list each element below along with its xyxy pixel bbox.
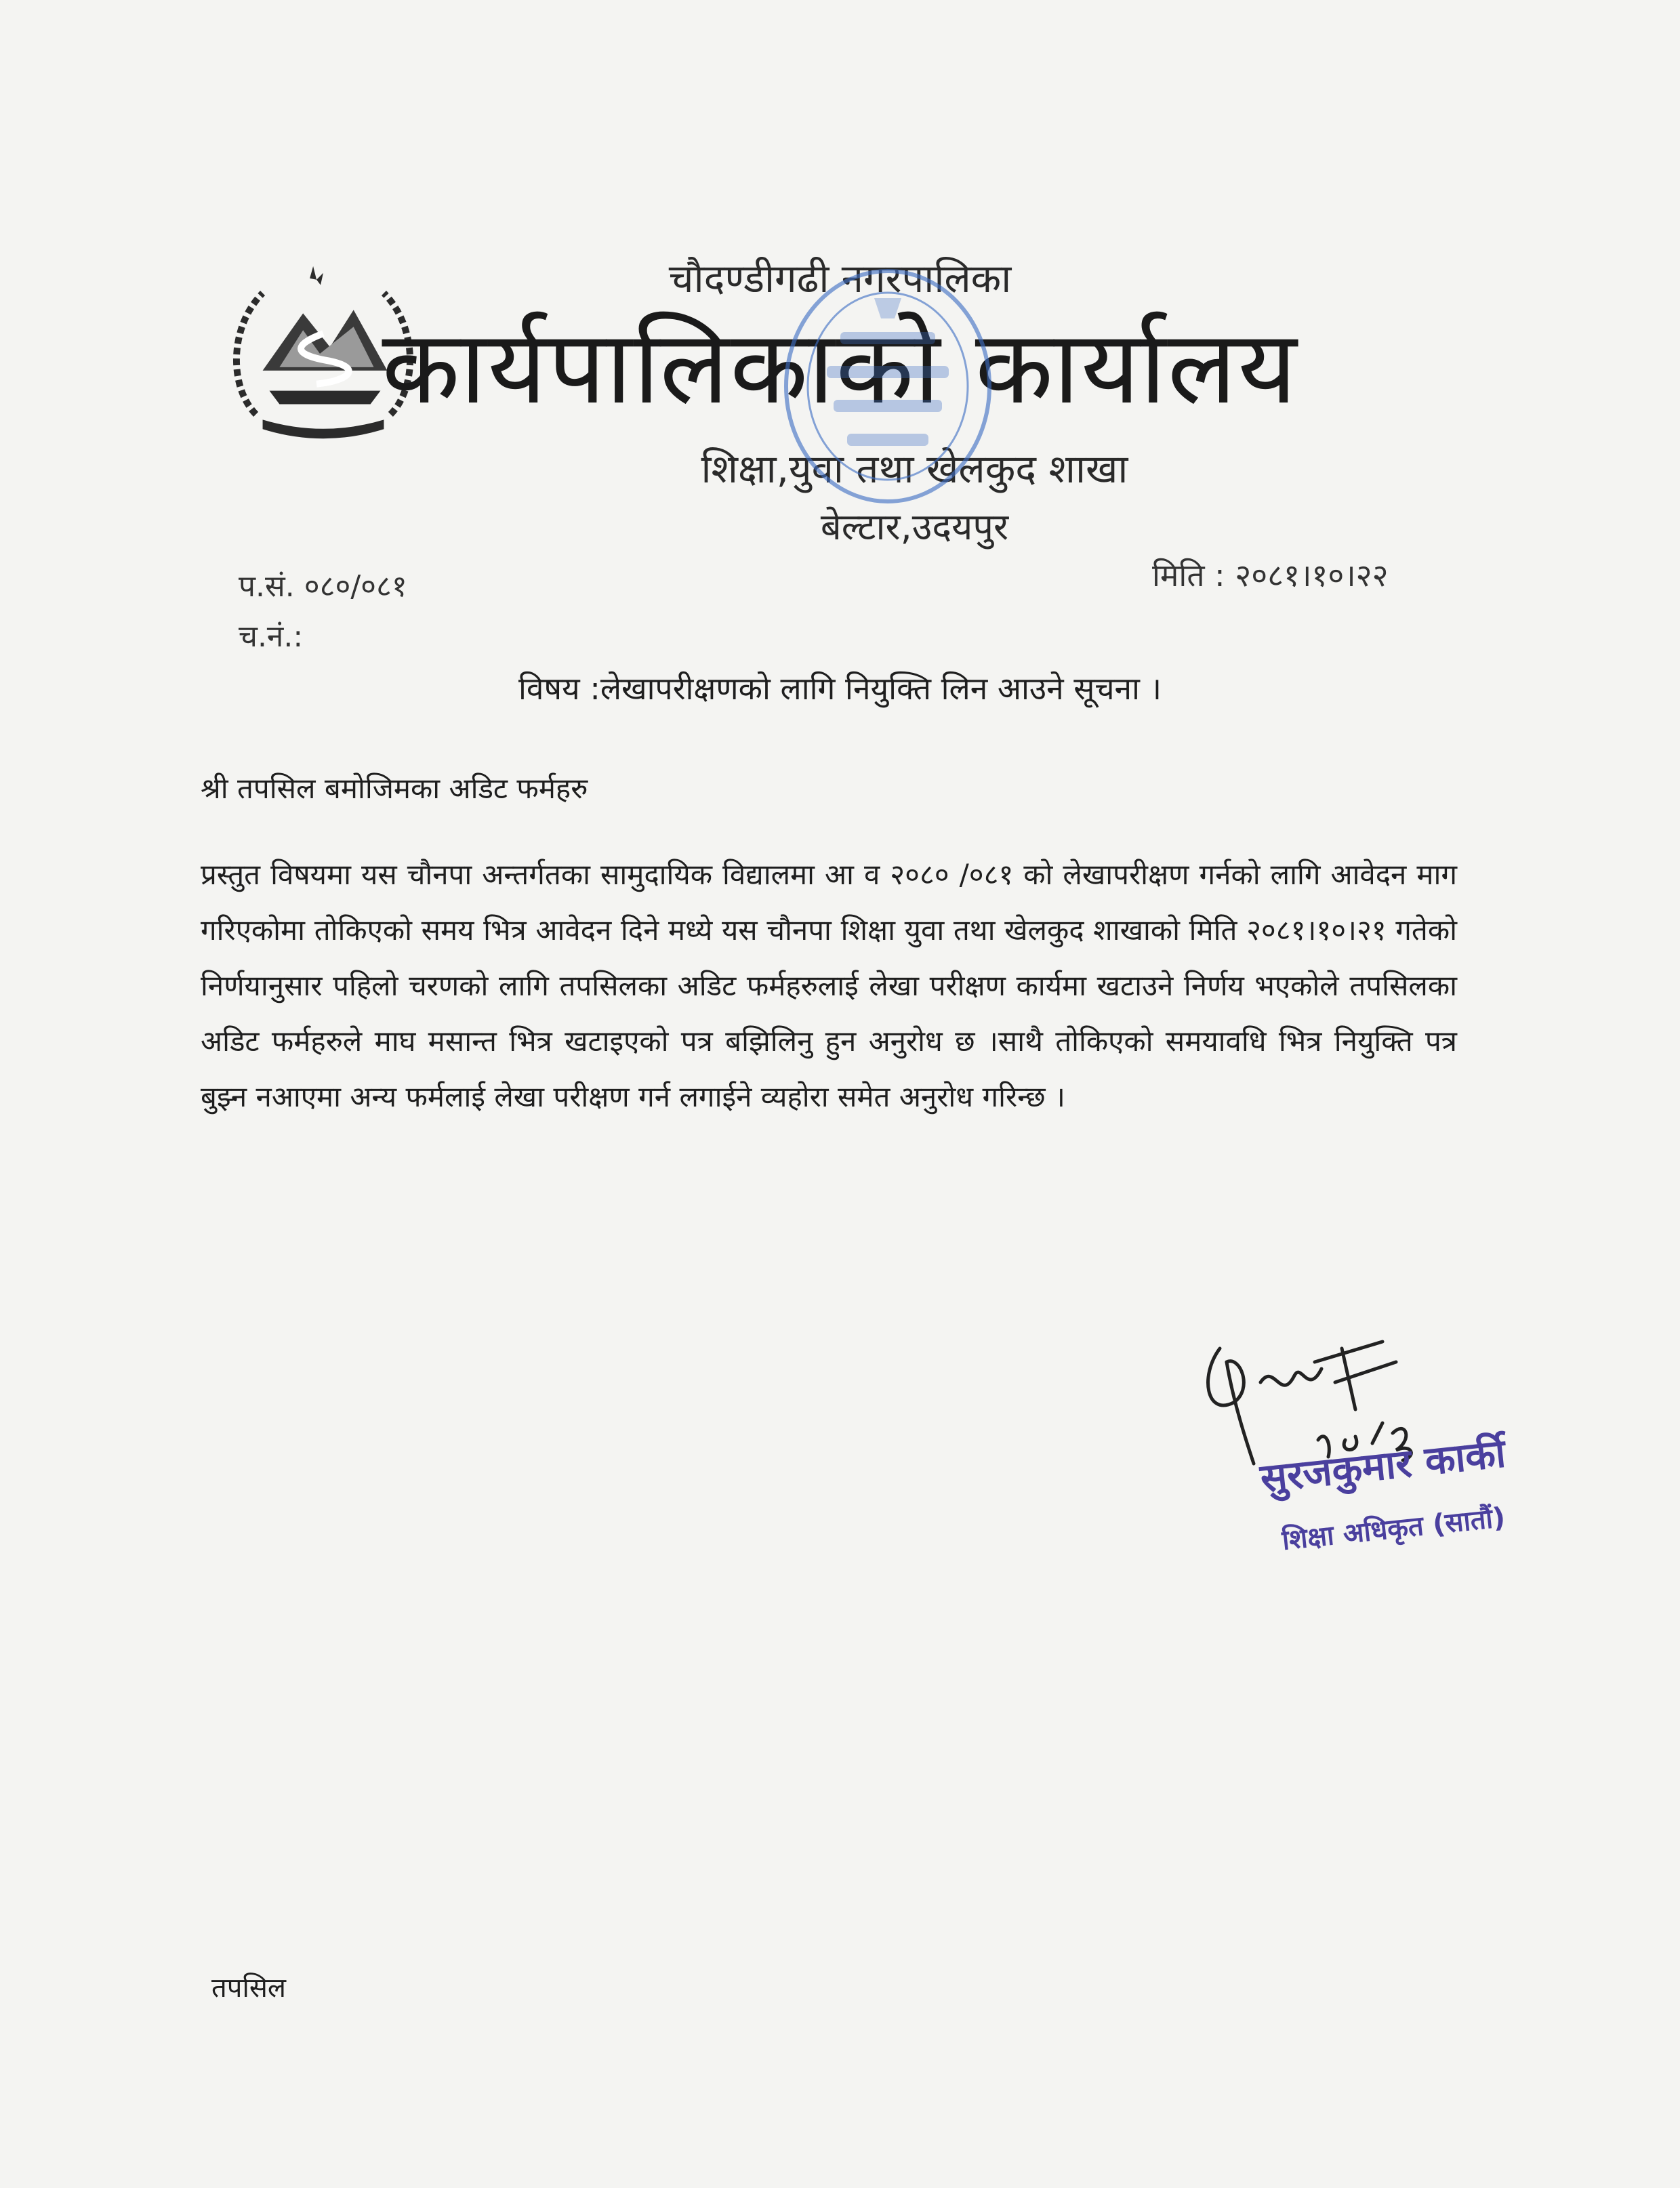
letter-date: मिति : २०८१।१०।२२: [1152, 557, 1389, 594]
branch-name: शिक्षा,युवा तथा खेलकुद शाखा: [701, 446, 1128, 492]
office-address: बेल्टार,उदयपुर: [820, 505, 1009, 548]
letter-subject: विषय :लेखापरीक्षणको लागि नियुक्ति लिन आउने सूचना ।: [518, 670, 1162, 707]
dispatch-number: च.नं.:: [239, 619, 304, 654]
reference-number: प.सं. ०८०/०८१: [239, 569, 407, 604]
addressee: श्री तपसिल बमोजिमका अडिट फर्महरु: [201, 772, 588, 805]
municipality-name: चौदण्डीगढी नगरपालिका: [668, 255, 1012, 302]
annex-label: तपसिल: [211, 1973, 287, 2004]
office-stamp-icon: [773, 257, 1003, 529]
office-title: कार्यपालिकाको कार्यालय: [382, 309, 1298, 427]
signer-title: शिक्षा अधिकृत (सातौं): [1280, 1502, 1507, 1556]
letter-body: प्रस्तुत विषयमा यस चौनपा अन्तर्गतका सामुदायिक विद्यालमा आ व २०८० /०८१ को लेखापरीक्षण गर्नको लागि आवेदन माग गरिएकोमा तोकिएको समय भित्र आवेदन दिने मध्ये यस चौनपा शिक्षा युवा तथा खेलकुद शाखाको मिति २०८१।१०।२१ गतेको निर्णयानुसार पहिलो चरणको लागि तपसिलका अडिट फर्महरुलाई लेखा परीक्षण कार्यमा खटाउने निर्णय भएकोले तपसिलका अडिट फर्महरुले माघ मसान्त भित्र खटाइएको पत्र बझिलिनु हुन अनुरोध छ ।साथै तोकिएको समयावधि भित्र नियुक्ति पत्र बुझ्न नआएमा अन्य फर्मलाई लेखा परीक्षण गर्न लगाईने व्यहोरा समेत अनुरोध गरिन्छ ।: [201, 858, 1457, 1113]
signer-name: सुरजकुमार कार्की: [1258, 1430, 1508, 1502]
